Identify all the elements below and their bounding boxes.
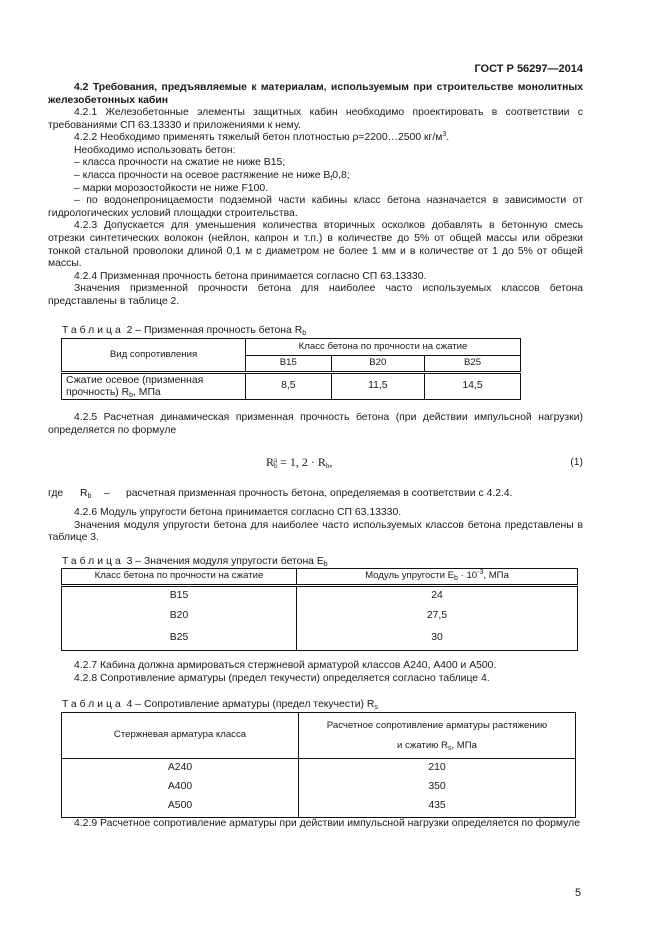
caption-sub: b	[302, 330, 307, 337]
paragraph-4-2-6: 4.2.6 Модуль упругости бетона принимается согласно СП 63.13330.	[74, 507, 402, 518]
formula-lhs: R	[266, 455, 275, 469]
caption-text: 4 – Сопротивление арматуры (предел текучести) R	[126, 699, 375, 710]
item2-sub: t	[330, 174, 333, 182]
item2-text: – класса прочности на осевое растяжение не ниже В	[74, 169, 331, 181]
row-label	[62, 373, 246, 400]
paragraph-4-2-1: 4.2.1 Железобетонные элементы защитных кабин необходимо проектировать в соответствии с требованиями СП 63.13330 и приложениями к нему.	[48, 107, 583, 131]
p422-sup: 3	[442, 131, 447, 139]
list-item	[74, 170, 583, 183]
col2-text: Модуль упругости E	[365, 570, 455, 582]
header-cell: Стержневая арматура класса	[62, 713, 299, 759]
table-cell: А500	[62, 797, 299, 818]
section-top	[48, 81, 583, 309]
table-row	[62, 586, 578, 606]
table-cell: 14,5	[424, 373, 520, 400]
paragraph-4-2-4b: Значения призменной прочности бетона для наиболее часто используемых классов бетона представлены в таблице 2.	[48, 283, 583, 307]
where-clause	[48, 488, 588, 501]
use-intro: Необходимо использовать бетон:	[74, 144, 236, 156]
col2-unit: , МПа	[483, 570, 509, 582]
paragraph-4-2-9-block	[48, 818, 583, 831]
header-cell: В15	[246, 356, 332, 373]
paragraph-4-2-2	[48, 132, 583, 145]
caption-text: 3 – Значения модуля упругости бетона E	[126, 556, 324, 567]
row-label-sub: b	[129, 391, 134, 399]
table4-caption	[62, 699, 378, 712]
col2-sub: b	[454, 575, 458, 583]
document-id: ГОСТ Р 56297—2014	[474, 63, 583, 75]
table-cell: 11,5	[331, 373, 424, 400]
table3-caption	[62, 556, 328, 569]
col2-line1: Расчетное сопротивление арматуры растяжению	[326, 719, 548, 731]
paragraph-4-2-7-block	[48, 660, 583, 685]
table-row	[62, 606, 578, 627]
table-cell: 30	[297, 627, 578, 651]
paragraph-4-2-9: 4.2.9 Расчетное сопротивление арматуры при действии импульсной нагрузки определяется по формуле	[74, 818, 580, 829]
formula-1	[266, 456, 332, 469]
table-cell: В25	[62, 627, 297, 651]
formula-lhs-sup: д	[273, 456, 278, 464]
table-cell: В20	[62, 606, 297, 627]
col2-mult: · 10	[457, 570, 478, 582]
paragraph-4-2-7: 4.2.7 Кабина должна армироваться стержневой арматурой классов А240, А400 и А500.	[74, 660, 497, 671]
header-cell	[299, 713, 576, 759]
table-label: Таблица	[62, 699, 124, 710]
table-cell: 27,5	[297, 606, 578, 627]
p422-end: .	[446, 132, 450, 144]
table-4	[61, 712, 576, 818]
paragraph-4-2-5-block	[48, 412, 583, 437]
header-cell	[297, 569, 578, 586]
table-cell: 8,5	[246, 373, 332, 400]
paragraph-4-2-4: 4.2.4 Призменная прочность бетона принимается согласно СП 63.13330.	[74, 270, 427, 282]
table-row	[62, 778, 576, 797]
table-2	[61, 338, 521, 400]
col2-sup: -3	[477, 569, 484, 577]
p422-text: 4.2.2 Необходимо применять тяжелый бетон плотностью ρ=2200…2500 кг/м	[74, 132, 443, 144]
formula-number: (1)	[570, 457, 583, 468]
item2-end: 0,8;	[332, 169, 350, 181]
table-label: Таблица	[62, 556, 124, 567]
col2-sub: s	[447, 744, 452, 752]
table-cell: 24	[297, 586, 578, 606]
table-row	[62, 759, 576, 778]
table-cell: 435	[299, 797, 576, 818]
symbol-sub: b	[87, 493, 92, 500]
header-cell: Класс бетона по прочности на сжатие	[246, 339, 521, 356]
where-text: расчетная призменная прочность бетона, определяемая в соответствии с 4.2.4.	[126, 488, 513, 499]
col2-line2: и сжатию R	[396, 739, 448, 751]
caption-text: 2 – Призменная прочность бетона R	[126, 325, 303, 336]
row-label-text: Сжатие осевое (призменная прочность) R	[66, 374, 204, 398]
paragraph-4-2-6b: Значения модуля упругости бетона для наиболее часто используемых классов бетона представлены в таблице 3.	[48, 519, 583, 544]
list-item: – по водонепроницаемости подземной части кабины класс бетона назначается в зависимости от гидрологических условий площадки строительства.	[48, 195, 583, 219]
table-row	[62, 797, 576, 818]
header-cell: В25	[424, 356, 520, 373]
list-item: – класса прочности на сжатие не ниже В15;	[74, 157, 286, 169]
header-cell: Класс бетона по прочности на сжатие	[62, 569, 297, 586]
table-label: Таблица	[62, 325, 124, 336]
where-symbol	[80, 488, 104, 501]
page-number: 5	[575, 887, 582, 899]
header-cell: В20	[331, 356, 424, 373]
paragraph-4-2-5: 4.2.5 Расчетная динамическая призменная прочность бетона (при действии импульсной нагрузки) определяется по формуле	[48, 412, 583, 436]
table-cell: В15	[62, 586, 297, 606]
formula-tail: ,	[329, 455, 333, 469]
table-cell: А400	[62, 778, 299, 797]
table2-caption	[62, 325, 306, 338]
paragraph-4-2-8: 4.2.8 Сопротивление арматуры (предел текучести) определяется согласно таблице 4.	[74, 672, 490, 684]
table-cell: 210	[299, 759, 576, 778]
col2-unit: , МПа	[451, 739, 478, 751]
section-heading: 4.2 Требования, предъявляемые к материалам, используемым при строительстве монолитных железобетонных кабин	[48, 82, 583, 106]
list-item: – марки морозостойкости не ниже F100.	[74, 182, 269, 194]
formula-rhs: = 1, 2 · R	[280, 455, 326, 469]
header-cell: Вид сопротивления	[62, 339, 246, 373]
where-word: где	[48, 488, 64, 499]
caption-sub: b	[323, 561, 328, 568]
table-row	[62, 627, 578, 651]
row-label-unit: , МПа	[133, 386, 161, 398]
formula-lhs-sub: b	[274, 462, 278, 470]
table-3	[61, 568, 578, 651]
symbol: R	[80, 488, 88, 499]
paragraph-4-2-6-block	[48, 507, 583, 545]
formula-rhs-sub: b	[325, 462, 330, 470]
paragraph-4-2-3: 4.2.3 Допускается для уменьшения количества вторичных осколков добавлять в бетонную смесь отрезки синтетических волокон (нейлон, капрон и т.п.) в количестве до 5% от общей массы или обрезки тонкой стальной проволоки длиной 0,1 м с диаметром не более 1 мм и в количестве от 1 до 5% от общей массы.	[48, 220, 583, 270]
table-cell: А240	[62, 759, 299, 778]
where-dash: –	[104, 488, 110, 499]
caption-sub: s	[374, 704, 378, 711]
table-cell: 350	[299, 778, 576, 797]
